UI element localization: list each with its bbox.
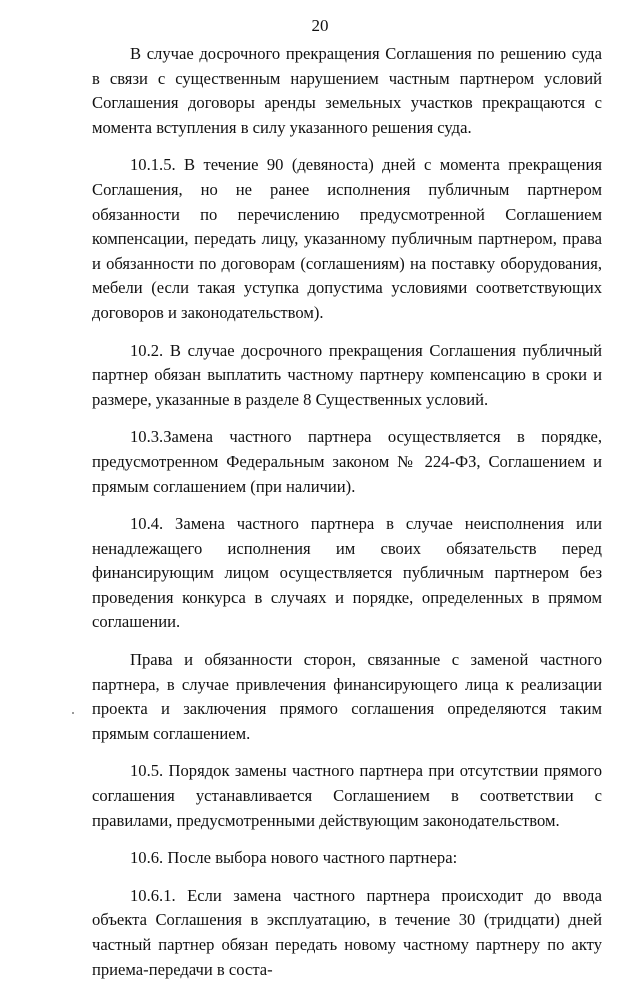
paragraph: 10.4. Замена частного партнера в случае неисполнения или ненадлежащего исполнения им своих обязательств перед финансирующим лицом осуществляется публичным партнером без проведения конкурса в случаях и порядке, определенных в прямом соглашении. bbox=[92, 514, 602, 632]
paragraph: 10.6.1. Если замена частного партнера происходит до ввода объекта Соглашения в эксплуатацию, в течение 30 (тридцати) дней частный партнер обязан передать новому частному партнеру по акту приема-передачи в соста- bbox=[92, 885, 602, 979]
paragraph: 10.3.Замена частного партнера осуществляется в порядке, предусмотренном Федеральным законом № 224-ФЗ, Соглашением и прямым соглашением (при наличии). bbox=[92, 427, 602, 496]
scan-mark bbox=[72, 712, 74, 714]
paragraph: 10.1.5. В течение 90 (девяноста) дней с момента прекращения Соглашения, но не ранее исполнения публичным партнером обязанности по перечислению предусмотренной Соглашением компенсации, передать лицу, указанному публичным партнером, права и обязанности по договорам (соглашениям) на поставку оборудования, мебели (если такая уступка допустима условиями соответствующих договоров и законодательством). bbox=[92, 155, 602, 322]
paragraph: Права и обязанности сторон, связанные с заменой частного партнера, в случае привлечения финансирующего лица к реализации проекта и заключения прямого соглашения определяются таким прямым соглашением. bbox=[92, 650, 602, 743]
page-number: 20 bbox=[311, 16, 329, 35]
paragraph: 10.2. В случае досрочного прекращения Соглашения публичный партнер обязан выплатить частному партнеру компенсацию в сроки и размере, указанные в разделе 8 Существенных условий. bbox=[92, 340, 602, 409]
document-body bbox=[92, 42, 602, 982]
paragraph: 10.6. После выбора нового частного партнера: bbox=[130, 848, 458, 868]
paragraph: В случае досрочного прекращения Соглашения по решению суда в связи с существенным нарушением частным партнером условий Соглашения договоры аренды земельных участков прекращаются с момента вступления в силу указанного решения суда. bbox=[92, 44, 602, 137]
paragraph: 10.5. Порядок замены частного партнера при отсутствии прямого соглашения устанавливается Соглашением в соответствии с правилами, предусмотренными действующим законодательством. bbox=[92, 761, 602, 830]
